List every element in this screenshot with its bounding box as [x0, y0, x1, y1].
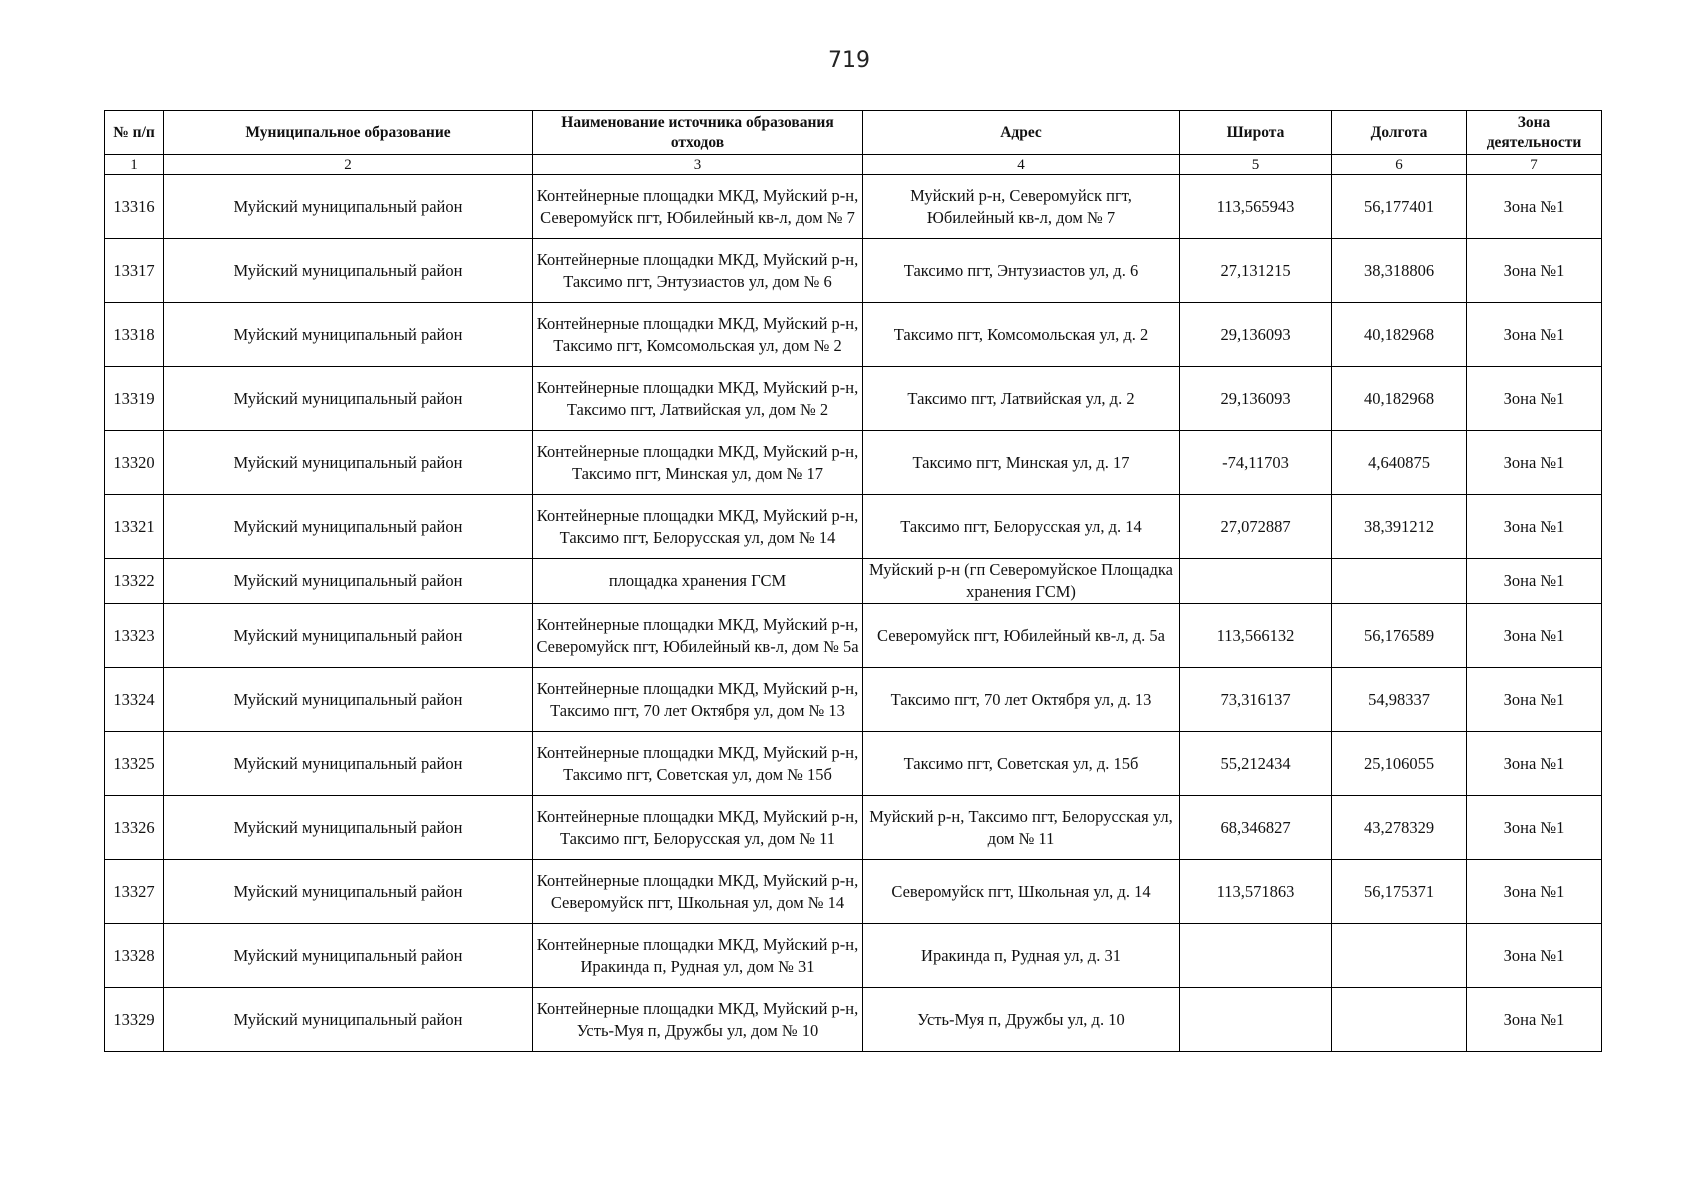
longitude-cell — [1332, 559, 1467, 604]
row-number: 13327 — [105, 860, 164, 924]
latitude-cell: 27,131215 — [1180, 239, 1332, 303]
row-number: 13320 — [105, 431, 164, 495]
zone-cell: Зона №1 — [1467, 860, 1602, 924]
zone-cell: Зона №1 — [1467, 431, 1602, 495]
zone-cell: Зона №1 — [1467, 303, 1602, 367]
table-row — [105, 175, 1602, 239]
address-cell: Муйский р-н, Северомуйск пгт, Юбилейный кв-л, дом № 7 — [863, 175, 1180, 239]
latitude-cell — [1180, 988, 1332, 1052]
table-row — [105, 367, 1602, 431]
longitude-cell: 25,106055 — [1332, 732, 1467, 796]
source-cell: Контейнерные площадки МКД, Муйский р-н, Таксимо пгт, Белорусская ул, дом № 11 — [533, 796, 863, 860]
latitude-cell: 29,136093 — [1180, 303, 1332, 367]
address-cell: Иракинда п, Рудная ул, д. 31 — [863, 924, 1180, 988]
column-number: 3 — [533, 155, 863, 175]
row-number: 13318 — [105, 303, 164, 367]
table-row — [105, 559, 1602, 604]
longitude-cell: 38,391212 — [1332, 495, 1467, 559]
municipality-cell: Муйский муниципальный район — [164, 303, 533, 367]
column-number: 5 — [1180, 155, 1332, 175]
source-cell: Контейнерные площадки МКД, Муйский р-н, Таксимо пгт, Минская ул, дом № 17 — [533, 431, 863, 495]
source-cell: Контейнерные площадки МКД, Муйский р-н, Северомуйск пгт, Юбилейный кв-л, дом № 7 — [533, 175, 863, 239]
source-cell: Контейнерные площадки МКД, Муйский р-н, Таксимо пгт, Энтузиастов ул, дом № 6 — [533, 239, 863, 303]
source-cell: Контейнерные площадки МКД, Муйский р-н, Иракинда п, Рудная ул, дом № 31 — [533, 924, 863, 988]
column-number: 4 — [863, 155, 1180, 175]
source-cell: Контейнерные площадки МКД, Муйский р-н, Таксимо пгт, Белорусская ул, дом № 14 — [533, 495, 863, 559]
row-number: 13325 — [105, 732, 164, 796]
row-number: 13319 — [105, 367, 164, 431]
longitude-cell: 56,175371 — [1332, 860, 1467, 924]
waste-sources-table — [104, 110, 1602, 1052]
row-number: 13323 — [105, 604, 164, 668]
row-number: 13321 — [105, 495, 164, 559]
table-row — [105, 668, 1602, 732]
table-row — [105, 796, 1602, 860]
municipality-cell: Муйский муниципальный район — [164, 431, 533, 495]
address-cell: Северомуйск пгт, Юбилейный кв-л, д. 5а — [863, 604, 1180, 668]
table-row — [105, 732, 1602, 796]
municipality-cell: Муйский муниципальный район — [164, 175, 533, 239]
page-number: 719 — [828, 48, 870, 73]
header-address: Адрес — [863, 111, 1180, 155]
source-cell: Контейнерные площадки МКД, Муйский р-н, Таксимо пгт, Латвийская ул, дом № 2 — [533, 367, 863, 431]
source-cell: площадка хранения ГСМ — [533, 559, 863, 604]
address-cell: Муйский р-н (гп Северомуйское Площадка хранения ГСМ) — [863, 559, 1180, 604]
address-cell: Таксимо пгт, Латвийская ул, д. 2 — [863, 367, 1180, 431]
source-cell: Контейнерные площадки МКД, Муйский р-н, Усть-Муя п, Дружбы ул, дом № 10 — [533, 988, 863, 1052]
latitude-cell — [1180, 559, 1332, 604]
column-number: 6 — [1332, 155, 1467, 175]
row-number: 13326 — [105, 796, 164, 860]
header-row — [105, 111, 1602, 155]
longitude-cell — [1332, 924, 1467, 988]
address-cell: Таксимо пгт, Советская ул, д. 15б — [863, 732, 1180, 796]
table-row — [105, 860, 1602, 924]
address-cell: Таксимо пгт, 70 лет Октября ул, д. 13 — [863, 668, 1180, 732]
latitude-cell: 113,566132 — [1180, 604, 1332, 668]
row-number: 13317 — [105, 239, 164, 303]
address-cell: Таксимо пгт, Энтузиастов ул, д. 6 — [863, 239, 1180, 303]
header-source: Наименование источника образования отходов — [533, 111, 863, 155]
header-municipality: Муниципальное образование — [164, 111, 533, 155]
table-row — [105, 988, 1602, 1052]
longitude-cell: 54,98337 — [1332, 668, 1467, 732]
row-number: 13328 — [105, 924, 164, 988]
municipality-cell: Муйский муниципальный район — [164, 239, 533, 303]
zone-cell: Зона №1 — [1467, 732, 1602, 796]
source-cell: Контейнерные площадки МКД, Муйский р-н, Северомуйск пгт, Юбилейный кв-л, дом № 5а — [533, 604, 863, 668]
address-cell: Таксимо пгт, Белорусская ул, д. 14 — [863, 495, 1180, 559]
source-cell: Контейнерные площадки МКД, Муйский р-н, Таксимо пгт, Комсомольская ул, дом № 2 — [533, 303, 863, 367]
column-numbers-row — [105, 155, 1602, 175]
zone-cell: Зона №1 — [1467, 604, 1602, 668]
zone-cell: Зона №1 — [1467, 668, 1602, 732]
zone-cell: Зона №1 — [1467, 367, 1602, 431]
zone-cell: Зона №1 — [1467, 175, 1602, 239]
header-longitude: Долгота — [1332, 111, 1467, 155]
municipality-cell: Муйский муниципальный район — [164, 924, 533, 988]
longitude-cell: 4,640875 — [1332, 431, 1467, 495]
longitude-cell: 43,278329 — [1332, 796, 1467, 860]
municipality-cell: Муйский муниципальный район — [164, 559, 533, 604]
table-row — [105, 431, 1602, 495]
municipality-cell: Муйский муниципальный район — [164, 732, 533, 796]
row-number: 13329 — [105, 988, 164, 1052]
column-number: 2 — [164, 155, 533, 175]
longitude-cell: 40,182968 — [1332, 303, 1467, 367]
zone-cell: Зона №1 — [1467, 988, 1602, 1052]
address-cell: Муйский р-н, Таксимо пгт, Белорусская ул, дом № 11 — [863, 796, 1180, 860]
address-cell: Таксимо пгт, Комсомольская ул, д. 2 — [863, 303, 1180, 367]
row-number: 13322 — [105, 559, 164, 604]
zone-cell: Зона №1 — [1467, 796, 1602, 860]
table-row — [105, 239, 1602, 303]
address-cell: Северомуйск пгт, Школьная ул, д. 14 — [863, 860, 1180, 924]
municipality-cell: Муйский муниципальный район — [164, 604, 533, 668]
municipality-cell: Муйский муниципальный район — [164, 668, 533, 732]
table-row — [105, 924, 1602, 988]
column-number: 1 — [105, 155, 164, 175]
latitude-cell: 73,316137 — [1180, 668, 1332, 732]
latitude-cell — [1180, 924, 1332, 988]
zone-cell: Зона №1 — [1467, 924, 1602, 988]
longitude-cell: 56,177401 — [1332, 175, 1467, 239]
header-zone: Зона деятельности — [1467, 111, 1602, 155]
municipality-cell: Муйский муниципальный район — [164, 495, 533, 559]
table-row — [105, 303, 1602, 367]
source-cell: Контейнерные площадки МКД, Муйский р-н, Таксимо пгт, 70 лет Октября ул, дом № 13 — [533, 668, 863, 732]
latitude-cell: -74,11703 — [1180, 431, 1332, 495]
row-number: 13324 — [105, 668, 164, 732]
latitude-cell: 29,136093 — [1180, 367, 1332, 431]
latitude-cell: 113,571863 — [1180, 860, 1332, 924]
source-cell: Контейнерные площадки МКД, Муйский р-н, Таксимо пгт, Советская ул, дом № 15б — [533, 732, 863, 796]
row-number: 13316 — [105, 175, 164, 239]
latitude-cell: 55,212434 — [1180, 732, 1332, 796]
municipality-cell: Муйский муниципальный район — [164, 367, 533, 431]
address-cell: Таксимо пгт, Минская ул, д. 17 — [863, 431, 1180, 495]
zone-cell: Зона №1 — [1467, 495, 1602, 559]
latitude-cell: 113,565943 — [1180, 175, 1332, 239]
zone-cell: Зона №1 — [1467, 239, 1602, 303]
longitude-cell: 38,318806 — [1332, 239, 1467, 303]
header-latitude: Широта — [1180, 111, 1332, 155]
table-row — [105, 495, 1602, 559]
longitude-cell: 40,182968 — [1332, 367, 1467, 431]
column-number: 7 — [1467, 155, 1602, 175]
municipality-cell: Муйский муниципальный район — [164, 796, 533, 860]
latitude-cell: 27,072887 — [1180, 495, 1332, 559]
municipality-cell: Муйский муниципальный район — [164, 860, 533, 924]
latitude-cell: 68,346827 — [1180, 796, 1332, 860]
longitude-cell: 56,176589 — [1332, 604, 1467, 668]
source-cell: Контейнерные площадки МКД, Муйский р-н, Северомуйск пгт, Школьная ул, дом № 14 — [533, 860, 863, 924]
header-num: № п/п — [105, 111, 164, 155]
address-cell: Усть-Муя п, Дружбы ул, д. 10 — [863, 988, 1180, 1052]
longitude-cell — [1332, 988, 1467, 1052]
municipality-cell: Муйский муниципальный район — [164, 988, 533, 1052]
zone-cell: Зона №1 — [1467, 559, 1602, 604]
table-row — [105, 604, 1602, 668]
